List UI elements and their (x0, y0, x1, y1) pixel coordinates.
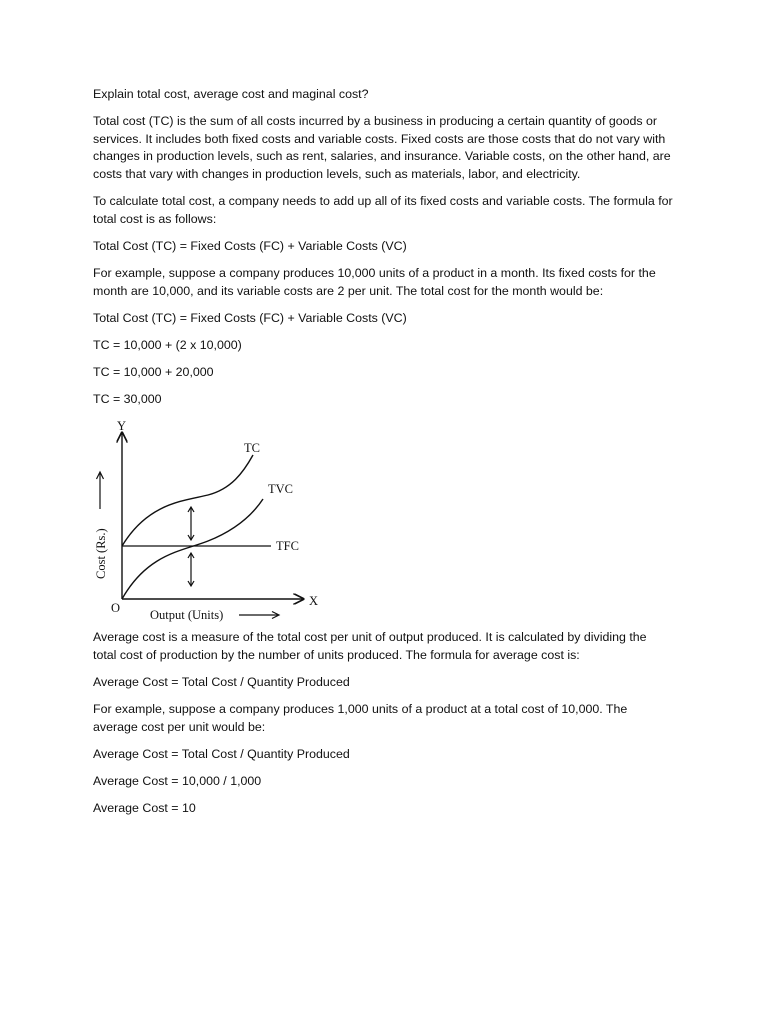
paragraph-example-intro: For example, suppose a company produces 10,000 units of a product in a month. Its fixed costs for the month are 10,000, and its variable costs are 2 per unit. The total cost for the month would be: (93, 266, 656, 298)
cost-curves-diagram (93, 413, 353, 623)
formula-total-cost-repeat: Total Cost (TC) = Fixed Costs (FC) + Variable Costs (VC) (93, 310, 407, 325)
calc-step-3: TC = 30,000 (93, 392, 162, 407)
paragraph-total-cost-definition: Total cost (TC) is the sum of all costs incurred by a business in producing a certain quantity of goods or services. It includes both fixed costs and variable costs. Fixed costs are those costs that do not vary with changes in production levels, such as rent, salaries, and insurance. Variable costs, on the other hand, are costs that vary with changes in production levels, such as materials, labor, and electricity. (93, 114, 671, 181)
origin-label: O (111, 601, 121, 616)
avg-calc-step-2: Average Cost = 10 (93, 801, 196, 816)
paragraph-calc-intro: To calculate total cost, a company needs to add up all of its fixed costs and variable costs. The formula for total cost is as follows: (93, 194, 673, 226)
y-title-arrow (97, 472, 104, 509)
x-title-arrow (239, 612, 279, 619)
double-arrow-lower (188, 553, 194, 586)
formula-total-cost: Total Cost (TC) = Fixed Costs (FC) + Variable Costs (VC) (93, 238, 407, 253)
curve-label-tc: TC (244, 441, 260, 456)
paragraph-average-example: For example, suppose a company produces 1,000 units of a product at a total cost of 10,000. The average cost per unit would be: (93, 702, 628, 734)
formula-average-cost-repeat: Average Cost = Total Cost / Quantity Produced (93, 746, 350, 761)
formula-average-cost: Average Cost = Total Cost / Quantity Produced (93, 674, 350, 689)
tc-curve (122, 455, 253, 546)
paragraph-average-cost-definition: Average cost is a measure of the total cost per unit of output produced. It is calculated by dividing the total cost of production by the number of units produced. The formula for average cost is: (93, 630, 647, 662)
calc-step-2: TC = 10,000 + 20,000 (93, 365, 214, 380)
x-axis-letter: X (309, 594, 319, 609)
calc-step-1: TC = 10,000 + (2 x 10,000) (93, 338, 242, 353)
y-axis-letter: Y (117, 419, 127, 434)
curve-label-tvc: TVC (268, 482, 293, 497)
curve-label-tfc: TFC (276, 539, 299, 554)
cost-curves-figure (93, 413, 353, 623)
avg-calc-step-1: Average Cost = 10,000 / 1,000 (93, 774, 262, 788)
double-arrow-upper (188, 507, 194, 540)
document-page (93, 86, 673, 827)
y-axis-title: Cost (Rs.) (94, 528, 108, 580)
question-heading: Explain total cost, average cost and maginal cost? (93, 87, 369, 101)
x-axis-title: Output (Units) (150, 608, 224, 623)
